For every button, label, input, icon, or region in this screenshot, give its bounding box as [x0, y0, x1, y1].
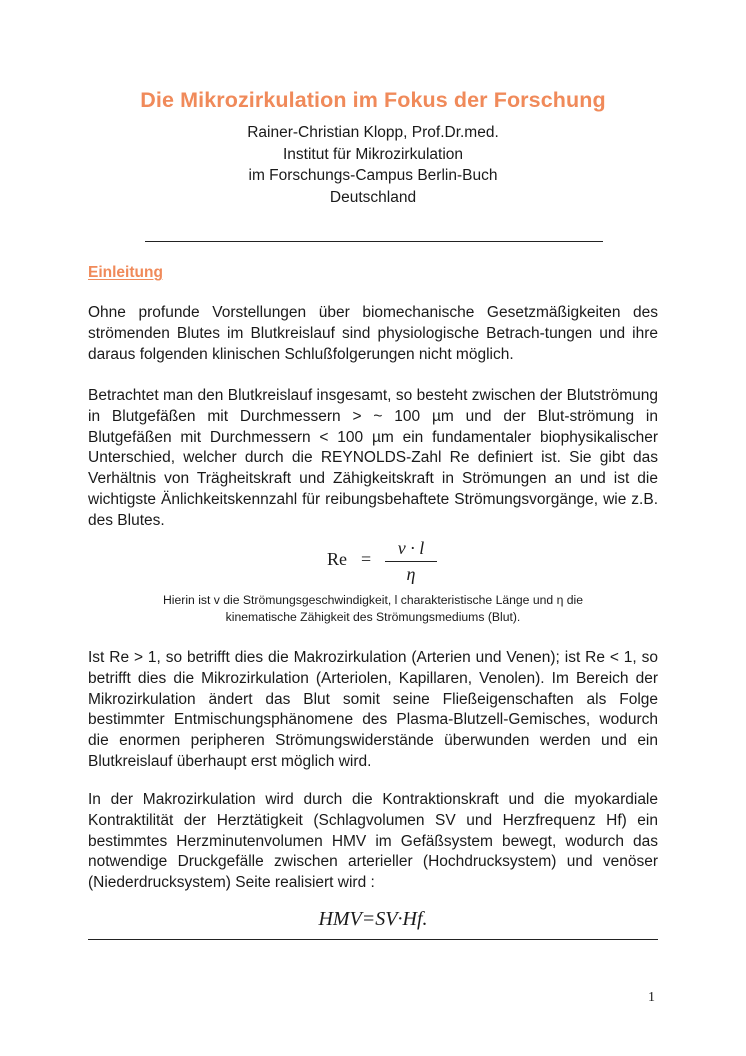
author-campus: im Forschungs-Campus Berlin-Buch: [248, 167, 498, 184]
formula-caption-line1: Hierin ist v die Strömungsgeschwindigkeit, l charakteristische Länge und η die: [162, 593, 583, 607]
formula-caption-line2: kinematische Zähigkeit des Strömungsmediums (Blut).: [225, 609, 521, 624]
footer-divider: [88, 939, 658, 940]
paragraph-reynolds: Betrachtet man den Blutkreislauf insgesamt, so besteht zwischen der Blutströmung in Blutgefäßen mit Durchmessern > ~ 100 µm und der Blut-strömung in Blutgefäßen mit Durchmessern < 100 µm ein fundamentaler biophysikalischer Unterschied, welcher durch die REYNOLDS-Zahl Re definiert ist. Sie gibt das Verhältnis von Trägheitskraft und Zähigkeitskraft in Strömungen an und ist die wichtigste Änlichkeitskennzahl für reibungsbehaftete Strömungsvorgänge, wie z.B. des Blutes.: [88, 387, 658, 529]
section-heading: Einleitung: [88, 264, 163, 281]
document-title: Die Mikrozirkulation im Fokus der Forschung: [140, 88, 606, 112]
paragraph-intro: Ohne profunde Vorstellungen über biomechanische Gesetzmäßigkeiten des strömenden Blutes im Blutkreislauf sind physiologische Betrach-tungen und ihre daraus folgenden klinischen Schlußfolgerungen nicht möglich.: [88, 304, 658, 363]
formula-lhs: Re: [327, 549, 347, 569]
author-institute: Institut für Mikrozirkulation: [282, 145, 464, 163]
page-number: 1: [648, 990, 655, 1005]
formula-numerator: v · l: [397, 538, 425, 558]
header-divider: [145, 241, 603, 242]
author-country: Deutschland: [329, 188, 417, 206]
paragraph-makro-mikro: Ist Re > 1, so betrifft dies die Makrozirkulation (Arterien und Venen); ist Re < 1, so betrifft dies die Mikrozirkulation (Arteriolen, Kapillaren, Venolen). Im Bereich der Mikrozirkulation ändert das Blut somit seine Fließeigenschaften als Folge bestimmter Entmischungsphänomene des Plasma-Blutzell-Gemisches, wodurch die enormen peripheren Strömungswiderstände überwunden werden und ein Blutkreislauf überhaupt erst möglich wird.: [88, 649, 658, 770]
formula-caption: [88, 592, 658, 625]
author-name: Rainer-Christian Klopp, Prof.Dr.med.: [247, 124, 499, 141]
hmv-formula: HMV=SV·Hf.: [318, 908, 428, 930]
formula-denominator: η: [406, 564, 416, 584]
paragraph-herzminutenvolumen: In der Makrozirkulation wird durch die Kontraktionskraft und die myokardiale Kontraktilität der Herztätigkeit (Schlagvolumen SV und Herzfrequenz Hf) ein bestimmtes Herzminutenvolumen HMV im Gefäßsystem bewegt, wodurch das notwendige Druckgefälle zwischen arterieller (Hochdrucksystem) und venöser (Niederdrucksystem) Seite realisiert wird :: [88, 791, 658, 892]
author-block: [0, 122, 746, 208]
formula-equals: =: [361, 549, 372, 569]
fraction-bar: [385, 561, 437, 562]
